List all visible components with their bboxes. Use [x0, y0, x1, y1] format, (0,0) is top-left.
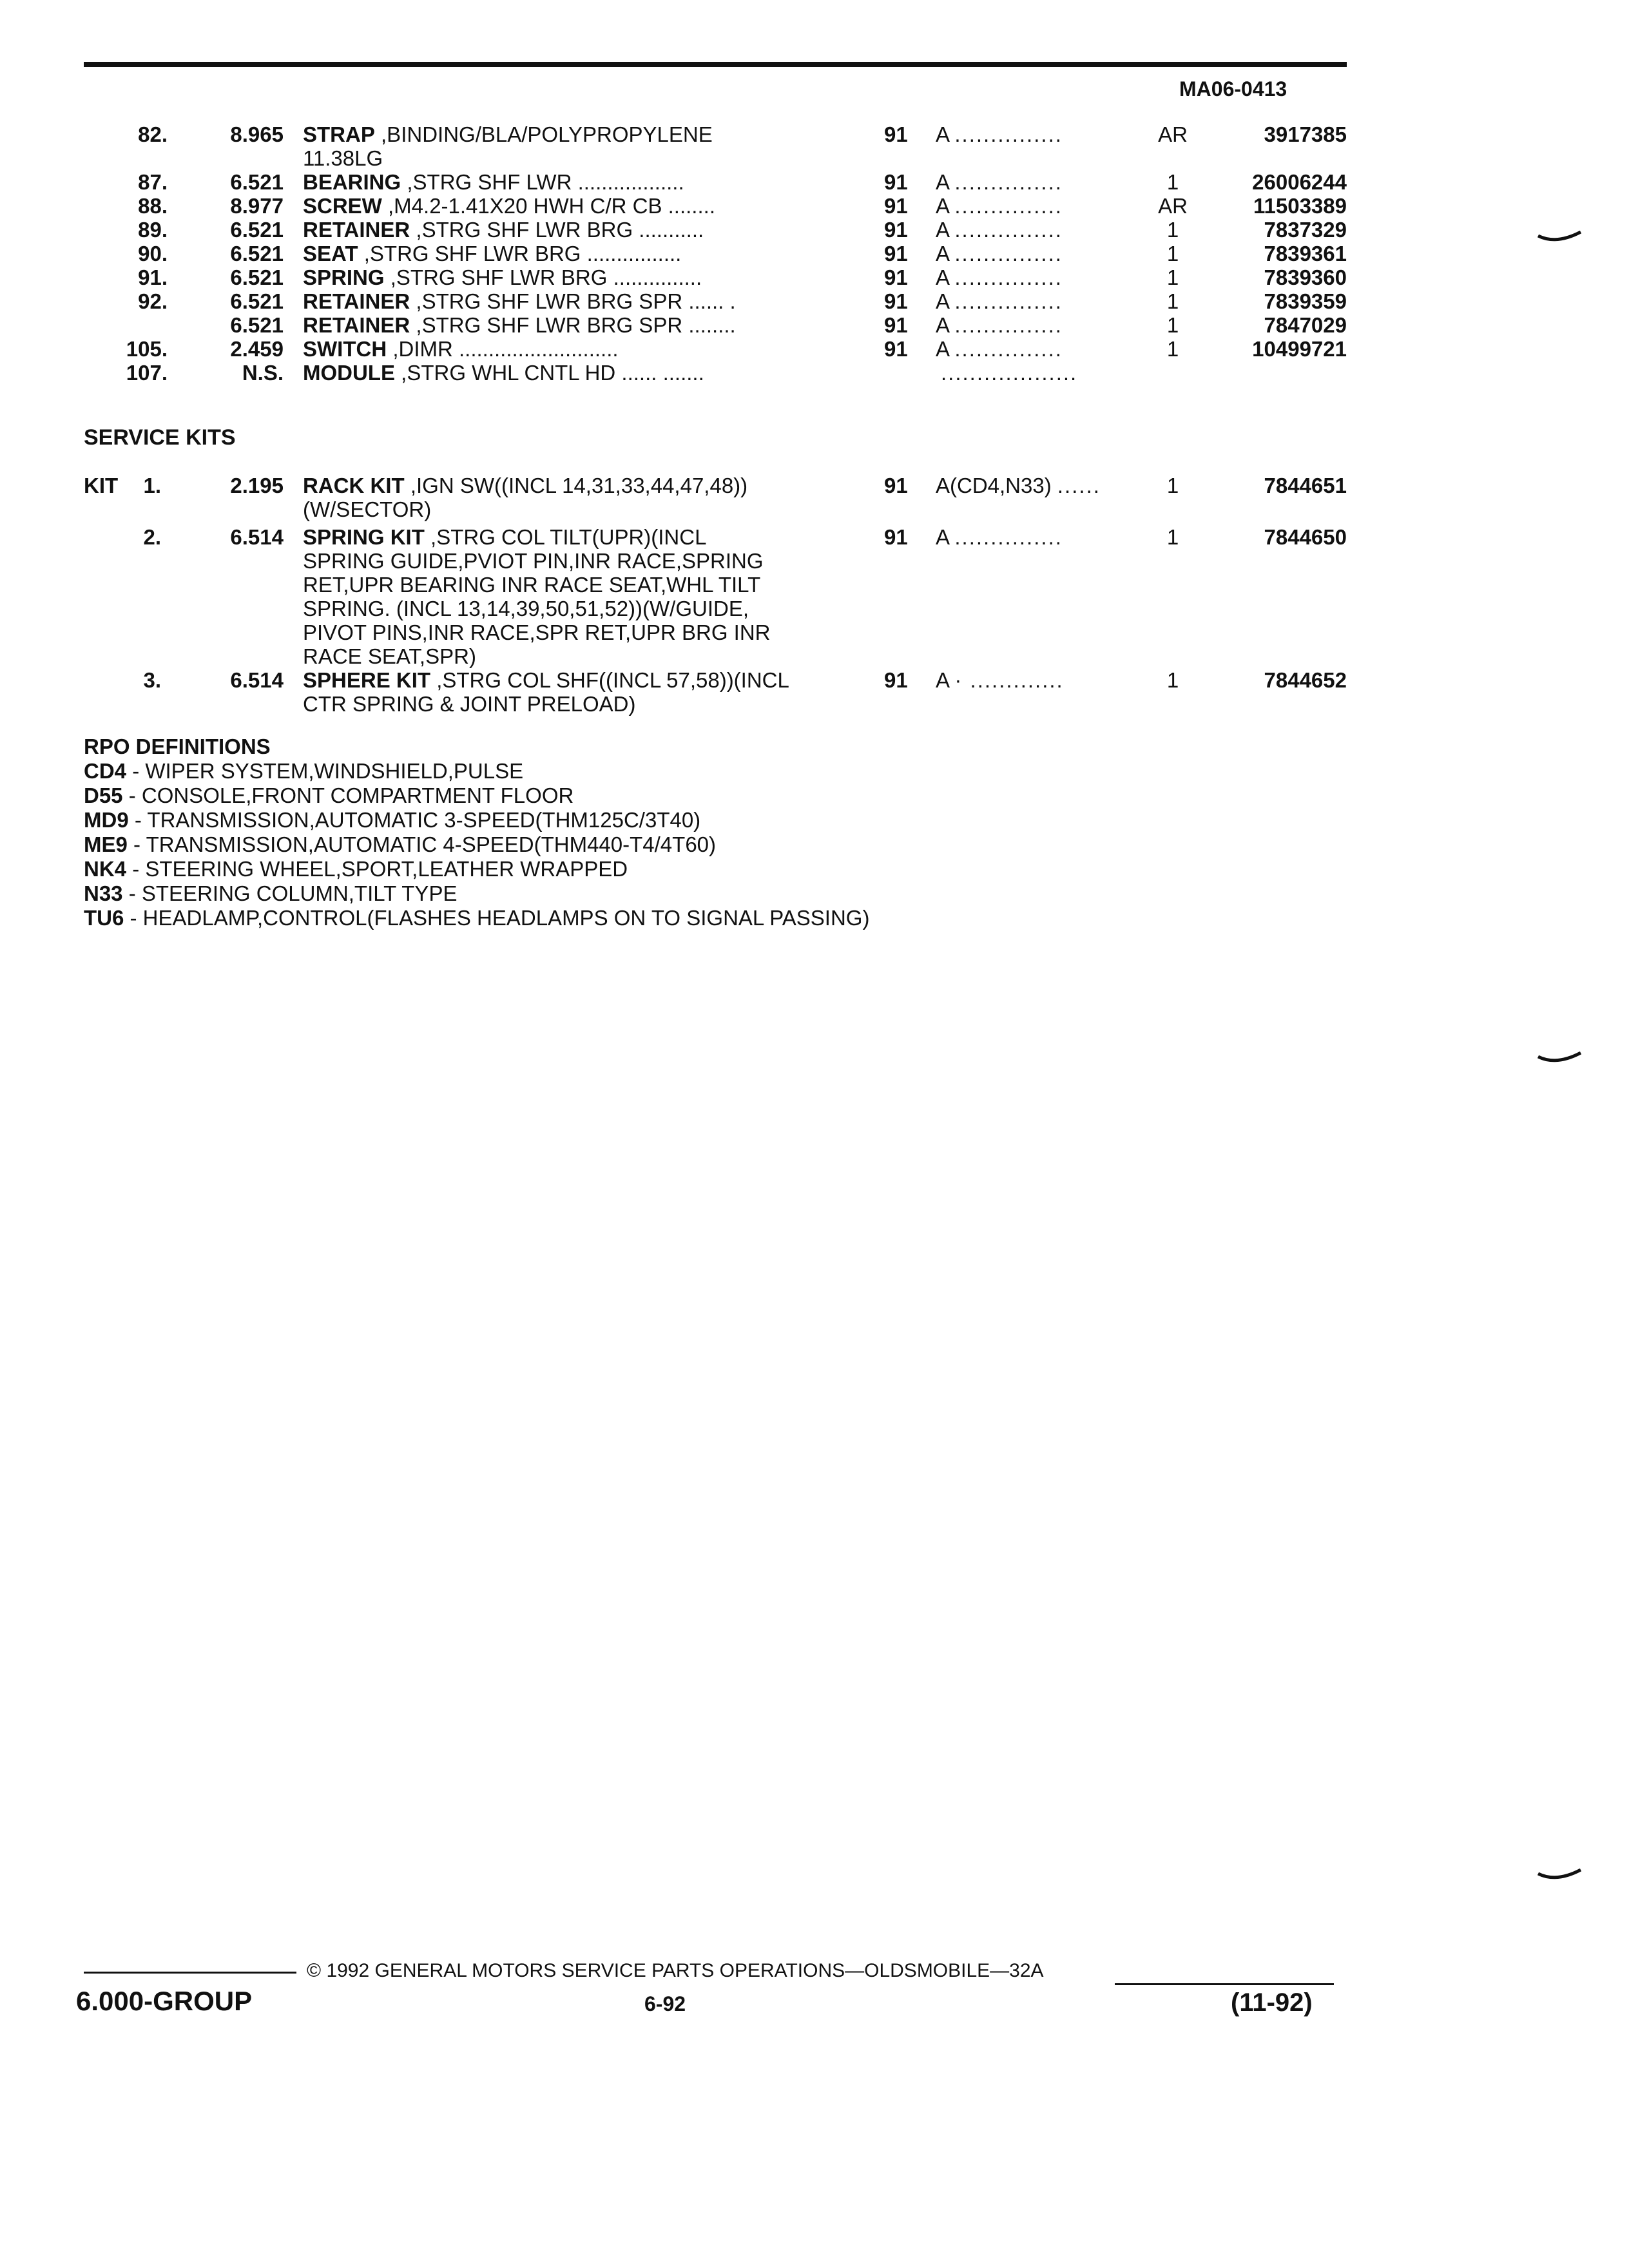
ref-number: 1.	[143, 474, 161, 497]
description	[303, 218, 704, 242]
description	[303, 525, 706, 549]
leader-dots: · .............	[954, 668, 1064, 692]
code: A	[936, 194, 949, 218]
description	[303, 170, 684, 194]
code: A	[936, 242, 949, 265]
ref-number: 91.	[138, 265, 168, 289]
continuation-text: RET,UPR BEARING INR RACE SEAT,WHL TILT	[303, 573, 761, 597]
table-row	[0, 474, 1629, 497]
leader-dots: ...............	[954, 242, 1063, 265]
group-number: 2.195	[230, 474, 284, 497]
leader-dots: ...............	[954, 265, 1063, 289]
rpo-text: - WIPER SYSTEM,WINDSHIELD,PULSE	[126, 759, 524, 783]
copyright-notice: © 1992 GENERAL MOTORS SERVICE PARTS OPERATIONS—OLDSMOBILE—32A	[307, 1960, 1044, 1981]
rpo-text: - HEADLAMP,CONTROL(FLASHES HEADLAMPS ON TO SIGNAL PASSING)	[124, 906, 870, 930]
revision-date: (11-92)	[1231, 1988, 1313, 2017]
group-number: 6.514	[230, 668, 284, 692]
group-number: 6.521	[230, 170, 284, 194]
part-name: RETAINER	[303, 289, 410, 313]
rpo-text: - STEERING WHEEL,SPORT,LEATHER WRAPPED	[126, 857, 628, 881]
ref-number: 87.	[138, 170, 168, 194]
footer-rule	[1115, 1983, 1334, 1985]
description-continuation	[0, 620, 1629, 644]
code: A	[936, 265, 949, 289]
description	[303, 289, 736, 313]
table-row	[0, 525, 1629, 549]
part-detail: ,STRG COL TILT(UPR)(INCL	[424, 525, 707, 549]
year: 91	[884, 289, 908, 313]
part-detail: ,STRG COL SHF((INCL 57,58))(INCL	[430, 668, 789, 692]
kit-label: KIT	[84, 474, 119, 497]
continuation-text: SPRING GUIDE,PVIOT PIN,INR RACE,SPRING	[303, 549, 764, 573]
year: 91	[884, 337, 908, 361]
leader-dots: ...............	[954, 337, 1063, 361]
ref-number: 90.	[138, 242, 168, 265]
group-number: 8.977	[230, 194, 284, 218]
usage-code	[936, 525, 1063, 549]
leader-dots: ......	[1057, 474, 1101, 497]
rpo-item	[84, 857, 869, 881]
leader-dots: ...............	[954, 313, 1063, 337]
part-name: SPRING	[303, 265, 385, 289]
group-number: 6.521	[230, 242, 284, 265]
usage-code	[936, 337, 1063, 361]
part-number: 7844652	[1264, 668, 1347, 692]
table-row	[0, 170, 1629, 194]
usage-code	[936, 242, 1063, 265]
rpo-code: TU6	[84, 906, 124, 930]
year: 91	[884, 525, 908, 549]
description-continuation	[0, 573, 1629, 597]
section-heading: SERVICE KITS	[84, 425, 236, 450]
description	[303, 265, 702, 289]
description	[303, 337, 619, 361]
code: A	[936, 337, 949, 361]
group-label: 6.000-GROUP	[76, 1986, 253, 2016]
description	[303, 474, 747, 497]
group-number: 2.459	[230, 337, 284, 361]
part-detail: ,STRG SHF LWR BRG SPR ...... .	[410, 289, 736, 313]
code: A	[936, 313, 949, 337]
leader-dots: ...............	[954, 218, 1063, 242]
rpo-item	[84, 783, 869, 808]
year: 91	[884, 313, 908, 337]
quantity: 1	[1166, 525, 1179, 549]
part-name: SEAT	[303, 242, 358, 265]
rpo-text: - TRANSMISSION,AUTOMATIC 3-SPEED(THM125C/3T40)	[128, 808, 701, 832]
rpo-item	[84, 906, 869, 930]
table-row	[0, 668, 1629, 692]
part-number: 11503389	[1253, 194, 1347, 218]
rpo-code: CD4	[84, 759, 127, 783]
part-number: 7844650	[1264, 525, 1347, 549]
group-number: N.S.	[242, 361, 284, 385]
description-continuation	[0, 549, 1629, 573]
ref-number: 82.	[138, 122, 168, 146]
rpo-code: N33	[84, 881, 123, 905]
quantity: 1	[1166, 242, 1179, 265]
table-row	[0, 122, 1629, 146]
year: 91	[884, 474, 908, 497]
code: A	[936, 289, 949, 313]
part-number: 7839360	[1264, 265, 1347, 289]
usage-code	[936, 313, 1063, 337]
part-name: SPRING KIT	[303, 525, 425, 549]
ref-number: 89.	[138, 218, 168, 242]
description	[303, 313, 736, 337]
leader-dots: ...............	[954, 122, 1063, 146]
quantity: 1	[1166, 218, 1179, 242]
code: A	[936, 525, 949, 549]
rpo-item	[84, 881, 869, 906]
footer-rule	[84, 1972, 296, 1974]
rpo-code: NK4	[84, 857, 127, 881]
description-continuation	[0, 692, 1629, 716]
group-number: 6.521	[230, 218, 284, 242]
usage-code	[936, 170, 1063, 194]
continuation-text: 11.38LG	[303, 146, 383, 170]
code: A	[936, 122, 949, 146]
code: A	[936, 668, 949, 692]
description	[303, 668, 789, 692]
part-name: SPHERE KIT	[303, 668, 431, 692]
ref-number: 107.	[126, 361, 168, 385]
year: 91	[884, 218, 908, 242]
year: 91	[884, 170, 908, 194]
part-number: 7844651	[1264, 474, 1347, 497]
table-row	[0, 337, 1629, 361]
binder-mark-icon	[1537, 231, 1582, 245]
description	[303, 194, 715, 218]
usage-code	[941, 361, 1077, 385]
binder-mark-icon	[1537, 1869, 1582, 1883]
table-row	[0, 265, 1629, 289]
rpo-item	[84, 759, 869, 783]
part-detail: ,STRG SHF LWR BRG ...........	[410, 218, 704, 242]
part-number: 7837329	[1264, 218, 1347, 242]
usage-code	[936, 474, 1101, 497]
code: A	[936, 170, 949, 194]
usage-code	[936, 289, 1063, 313]
ref-number: 105.	[126, 337, 168, 361]
table-row	[0, 242, 1629, 265]
part-number: 7839361	[1264, 242, 1347, 265]
table-row	[0, 218, 1629, 242]
usage-code	[936, 122, 1063, 146]
ref-number: 88.	[138, 194, 168, 218]
part-detail: ,DIMR ...........................	[387, 337, 619, 361]
rpo-text: - TRANSMISSION,AUTOMATIC 4-SPEED(THM440-T4/4T60)	[127, 832, 717, 856]
rpo-definitions	[84, 735, 869, 930]
quantity: 1	[1166, 313, 1179, 337]
part-name: STRAP	[303, 122, 375, 146]
rpo-code: MD9	[84, 808, 129, 832]
year: 91	[884, 265, 908, 289]
description	[303, 361, 704, 385]
continuation-text: RACE SEAT,SPR)	[303, 644, 476, 668]
rpo-text: - STEERING COLUMN,TILT TYPE	[122, 881, 458, 905]
top-rule	[84, 62, 1347, 67]
part-number: 26006244	[1252, 170, 1347, 194]
rpo-text: - CONSOLE,FRONT COMPARTMENT FLOOR	[122, 783, 574, 807]
quantity: 1	[1166, 170, 1179, 194]
description-continuation	[0, 597, 1629, 620]
year: 91	[884, 668, 908, 692]
rpo-item	[84, 832, 869, 857]
usage-code	[936, 218, 1063, 242]
part-detail: ,STRG SHF LWR BRG SPR ........	[410, 313, 736, 337]
quantity: 1	[1166, 474, 1179, 497]
description-continuation	[0, 644, 1629, 668]
leader-dots: ...................	[941, 361, 1078, 385]
part-name: SCREW	[303, 194, 382, 218]
leader-dots: ...............	[954, 289, 1063, 313]
quantity: AR	[1158, 122, 1188, 146]
quantity: AR	[1158, 194, 1188, 218]
part-name: SWITCH	[303, 337, 387, 361]
leader-dots: ...............	[954, 170, 1063, 194]
group-number: 6.521	[230, 289, 284, 313]
table-row	[0, 313, 1629, 337]
leader-dots: ...............	[954, 194, 1063, 218]
leader-dots: ...............	[954, 525, 1063, 549]
year: 91	[884, 194, 908, 218]
part-detail: ,STRG WHL CNTL HD ...... .......	[395, 361, 704, 385]
description	[303, 122, 713, 146]
continuation-text: (W/SECTOR)	[303, 497, 432, 521]
group-number: 6.521	[230, 265, 284, 289]
quantity: 1	[1166, 337, 1179, 361]
usage-code	[936, 668, 1064, 692]
document-code: MA06-0413	[1179, 77, 1287, 101]
rpo-code: D55	[84, 783, 123, 807]
group-number: 6.514	[230, 525, 284, 549]
continuation-text: PIVOT PINS,INR RACE,SPR RET,UPR BRG INR	[303, 620, 771, 644]
code: A(CD4,N33)	[936, 474, 1052, 497]
year: 91	[884, 242, 908, 265]
ref-number: 2.	[143, 525, 161, 549]
code: A	[936, 218, 949, 242]
part-number: 3917385	[1264, 122, 1347, 146]
part-detail: ,STRG SHF LWR BRG ...............	[384, 265, 702, 289]
group-number: 8.965	[230, 122, 284, 146]
part-name: RACK KIT	[303, 474, 405, 497]
part-number: 7847029	[1264, 313, 1347, 337]
description-continuation	[0, 146, 1629, 170]
continuation-text: SPRING. (INCL 13,14,39,50,51,52))(W/GUIDE,	[303, 597, 749, 620]
part-name: RETAINER	[303, 218, 410, 242]
part-detail: ,BINDING/BLA/POLYPROPYLENE	[374, 122, 713, 146]
usage-code	[936, 265, 1063, 289]
table-row	[0, 361, 1629, 385]
quantity: 1	[1166, 668, 1179, 692]
quantity: 1	[1166, 265, 1179, 289]
ref-number: 3.	[143, 668, 161, 692]
quantity: 1	[1166, 289, 1179, 313]
part-number: 7839359	[1264, 289, 1347, 313]
group-number: 6.521	[230, 313, 284, 337]
rpo-item	[84, 808, 869, 832]
part-number: 10499721	[1252, 337, 1347, 361]
part-detail: ,IGN SW((INCL 14,31,33,44,47,48))	[404, 474, 748, 497]
table-row	[0, 289, 1629, 313]
rpo-code: ME9	[84, 832, 128, 856]
description	[303, 242, 681, 265]
rpo-heading: RPO DEFINITIONS	[84, 735, 271, 758]
year: 91	[884, 122, 908, 146]
part-name: RETAINER	[303, 313, 410, 337]
ref-number: 92.	[138, 289, 168, 313]
service-kits-list	[0, 474, 1629, 716]
parts-list	[0, 122, 1629, 385]
part-name: MODULE	[303, 361, 395, 385]
part-detail: ,STRG SHF LWR ..................	[401, 170, 684, 194]
continuation-text: CTR SPRING & JOINT PRELOAD)	[303, 692, 636, 716]
usage-code	[936, 194, 1063, 218]
table-row	[0, 194, 1629, 218]
part-name: BEARING	[303, 170, 401, 194]
part-detail: ,M4.2-1.41X20 HWH C/R CB ........	[381, 194, 715, 218]
part-detail: ,STRG SHF LWR BRG ................	[358, 242, 682, 265]
page-number: 6-92	[644, 1992, 686, 2015]
description-continuation	[0, 497, 1629, 521]
binder-mark-icon	[1537, 1052, 1582, 1066]
